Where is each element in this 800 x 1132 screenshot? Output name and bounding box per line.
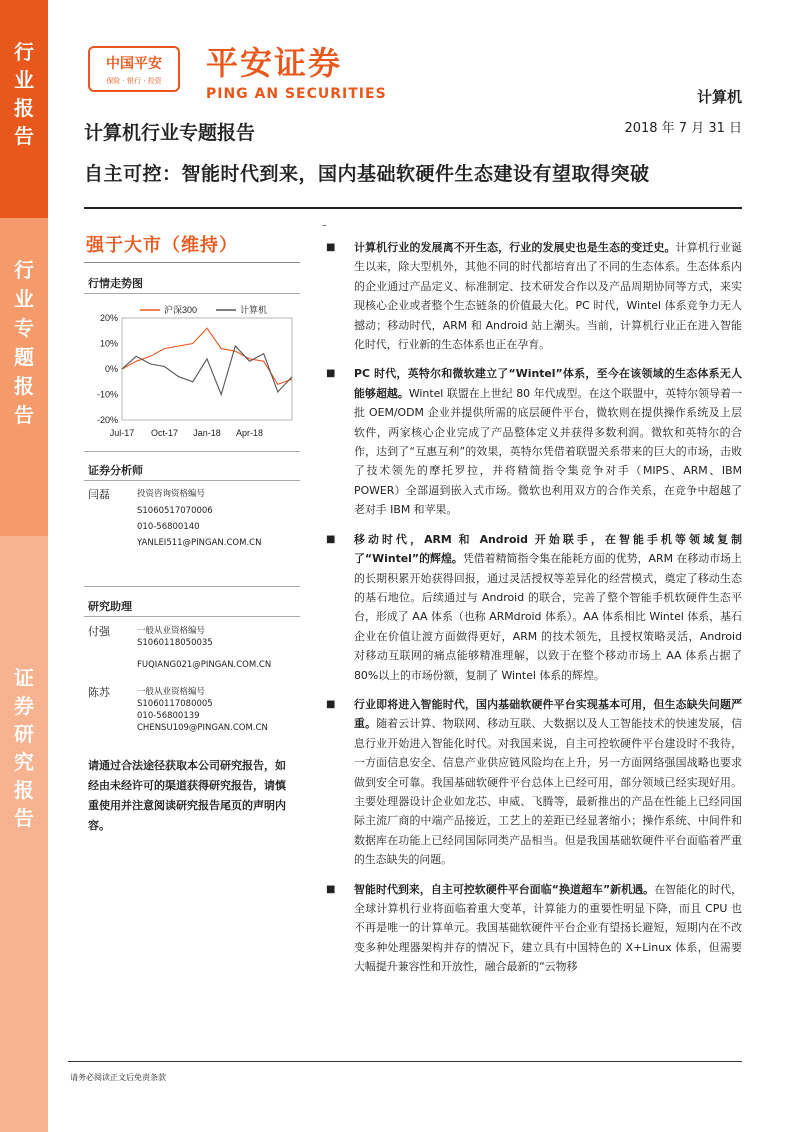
analyst-email: YANLEI511@PINGAN.COM.CN — [137, 538, 262, 548]
assistants-divider — [84, 616, 300, 617]
ping-an-securities-logo — [206, 38, 387, 102]
body-paragraph — [316, 530, 742, 685]
header-divider — [84, 207, 742, 209]
body-paragraph — [316, 880, 742, 977]
series-line-computer — [122, 346, 292, 395]
paragraph-lead: 智能时代到来，自主可控软硬件平台面临“换道超车”新机遇。 — [354, 882, 655, 896]
band-char: 行 — [14, 40, 34, 64]
vertical-label-research-report — [0, 536, 48, 1132]
band-char: 报 — [14, 96, 34, 120]
paragraph-text: Wintel 联盟在上世纪 80 年代成型。在这个联盟中，英特尔领导着一批 OEM/ODM 企业并提供所需的底层硬件平台，微软则在提供操作系统及上层软件，两家核心企业完成了产品整体定义并获得多数利润。微软和英特尔的合作，达到了“互惠互利”的效果，英特尔凭借着联盟关系带来的巨大的市场，击败了技术领先的摩托罗拉，并将精简指令集竞争对手（MIPS、ARM、IBM POWER）全部逼到嵌入式市场。微软也利用双方的合作关系，在竞争中超越了老对手 IBM 和苹果。 — [354, 386, 742, 517]
body-paragraph — [316, 364, 742, 519]
band-char: 证 — [14, 666, 34, 690]
dash-mark: – — [322, 220, 327, 231]
paragraph-text: 凭借着精简指令集在能耗方面的优势，ARM 在移动市场上的长期积累开始获得回报，通过灵活授权等差异化的经营模式，奠定了移动生态的基石地位。后续通过与 Android 的联合，完善了整个智能手机软硬件生态平台，形成了 AA 体系（也称 ARMdroid 体系）。AA 体系相比 Wintel 体系，基石企业在价值让渡方面做得更好，ARM 的技术领先，且授权策略灵活，Android 对移动互联网的痛点能够精准理解，以致于在整个移动市场上 AA 体系占据了 80%以上的市场份额，复制了 Wintel 体系的辉煌。 — [354, 552, 742, 682]
report-type: 计算机行业专题报告 — [84, 122, 256, 144]
paragraph-lead: 移动时代，ARM 和 Android 开始联手，在智能手机等领域复制了“Wintel”的辉煌。 — [354, 532, 742, 566]
rating-label: 强于大市（维持） — [86, 235, 238, 256]
assistants-title: 研究助理 — [88, 600, 132, 613]
x-tick-label: Apr-18 — [235, 428, 264, 438]
band-char: 行 — [14, 258, 34, 282]
assistant-info-line: S1060117080005 — [137, 699, 213, 709]
trend-title: 行情走势图 — [88, 277, 143, 290]
industry-label: 计算机 — [696, 88, 742, 106]
analysts-divider — [84, 480, 300, 481]
assistants-top-divider — [84, 586, 300, 587]
assistant-email: FUQIANG021@PINGAN.COM.CN — [137, 660, 272, 670]
legend-label: 沪深300 — [164, 305, 198, 315]
band-char: 告 — [14, 403, 34, 427]
legend-label: 计算机 — [240, 305, 268, 315]
group-logo-name: 中国平安 — [106, 55, 162, 72]
analyst-info-line: 010-56800140 — [137, 522, 200, 532]
band-char: 研 — [14, 722, 34, 746]
report-date: 2018 年 7 月 31 日 — [624, 121, 742, 136]
body-paragraph — [316, 695, 742, 870]
securities-logo-cn: 平安证券 — [206, 44, 343, 82]
bullet-icon: ■ — [326, 368, 336, 380]
y-tick-label: -10% — [96, 389, 118, 400]
assistant-name: 陈苏 — [88, 686, 110, 699]
paragraph-text: 随着云计算、物联网、移动互联、大数据以及人工智能技术的快速发展，信息行业开始进入智能化时代。对我国来说，自主可控软硬件平台建设时不我待，一方面信息安全、信息产业供应链风险均在上升，另一方面网络强国战略也要求做到安全可靠。我国基础软硬件平台总体上已经可用，部分领域已经实现好用。主要处理器设计企业如龙芯、申威、飞腾等，最新推出的产品在性能上已经同国际主流厂商的中端产品接近，工艺上的差距已经显著缩小；操作系统、中间件和数据库在功能上已经同国际同类产品相当。但是我国基础软硬件平台面临着严重的生态缺失的问题。 — [354, 717, 742, 867]
securities-logo-en: PING AN SECURITIES — [206, 86, 387, 102]
y-tick-label: 20% — [99, 313, 118, 323]
vertical-label-industry-report — [0, 0, 48, 218]
group-logo-tagline: 保险 · 银行 · 投资 — [106, 76, 162, 85]
paragraph-lead: PC 时代，英特尔和微软建立了“Wintel”体系，至今在该领域的生态体系无人能够超越。 — [354, 367, 742, 400]
distribution-notice: 请通过合法途径获取本公司研究报告，如经由未经许可的渠道获得研究报告，请慎重使用并注意阅读研究报告尾页的声明内容。 — [88, 759, 286, 832]
y-tick-label: -20% — [96, 415, 118, 425]
x-tick-label: Jul-17 — [109, 428, 135, 438]
series-line-hs300 — [122, 328, 292, 384]
assistant-info-line: 010-56800139 — [137, 711, 200, 721]
report-body — [316, 222, 742, 977]
market-trend-chart — [84, 296, 300, 446]
paragraph-lead: 计算机行业的发展离不开生态，行业的发展史也是生态的变迁史。 — [354, 241, 676, 254]
paragraph-text: 计算机行业诞生以来，除大型机外，其他不同的时代都培育出了不同的生态体系。生态体系内的企业通过产品定义、标准制定、技术研发合作以及产品周期协同等方式，来实现核心企业或者整个生态链条的价值最大化。PC 时代，Wintel 体系竞争力无人撼动；移动时代，ARM 和 Android 站上潮头。当前，计算机行业正在进入智能化时代，行业新的生态体系也正在孕育。 — [354, 241, 742, 352]
assistant-info-line: 一般从业资格编号 — [137, 626, 206, 636]
x-tick-label: Jan-18 — [193, 428, 221, 438]
analyst-info-line: 投资咨询资格编号 — [137, 489, 206, 499]
band-char: 告 — [14, 806, 34, 830]
analyst-name: 闫磊 — [88, 488, 110, 501]
footer-divider — [68, 1061, 742, 1062]
assistant-name: 付强 — [88, 625, 110, 638]
band-char: 报 — [14, 778, 34, 802]
band-char: 究 — [14, 750, 34, 774]
x-tick-label: Oct-17 — [150, 428, 179, 438]
band-char: 告 — [14, 124, 34, 148]
vertical-label-special-report — [0, 218, 48, 536]
y-tick-label: 0% — [104, 364, 118, 374]
band-char: 券 — [14, 694, 34, 718]
report-headline: 自主可控：智能时代到来，国内基础软硬件生态建设有望取得突破 — [84, 163, 650, 185]
chart-divider — [84, 451, 300, 452]
rating-divider — [84, 262, 300, 263]
assistant-info-line: S1060118050035 — [137, 638, 213, 648]
bullet-icon: ■ — [326, 242, 336, 253]
assistant-email: CHENSU109@PINGAN.COM.CN — [137, 723, 268, 733]
band-char: 业 — [14, 287, 34, 311]
trend-divider — [84, 293, 300, 294]
paragraph-lead: 行业即将进入智能时代，国内基础软硬件平台实现基本可用，但生态缺失问题严重。 — [354, 697, 742, 731]
bullet-icon: ■ — [326, 533, 336, 545]
footer-disclaimer: 请务必阅读正文后免责条款 — [70, 1073, 166, 1082]
chart-frame — [122, 318, 292, 420]
y-tick-label: 10% — [99, 338, 118, 349]
band-char: 报 — [14, 374, 34, 398]
ping-an-group-logo — [88, 46, 180, 92]
paragraph-text: 在智能化的时代，全球计算机行业将面临着重大变革，计算能力的重要性明显下降，而且 CPU 也不再是唯一的计算单元。我国基础软硬件平台企业有望扬长避短，短期内在不改变多种处理器架构并存的情况下，建立具有中国特色的 X+Linux 体系，但需要大幅提升兼容性和开放性，融合最新的“云物移 — [354, 882, 742, 974]
bullet-icon: ■ — [326, 698, 336, 710]
band-char: 专 — [14, 316, 34, 340]
band-char: 业 — [14, 68, 34, 92]
band-char: 题 — [14, 345, 34, 369]
analysts-title: 证券分析师 — [88, 464, 143, 477]
body-paragraph — [316, 238, 742, 354]
bullet-icon: ■ — [326, 883, 336, 895]
assistant-info-line: 一般从业资格编号 — [137, 687, 206, 697]
analyst-info-line: S1060517070006 — [137, 506, 213, 516]
